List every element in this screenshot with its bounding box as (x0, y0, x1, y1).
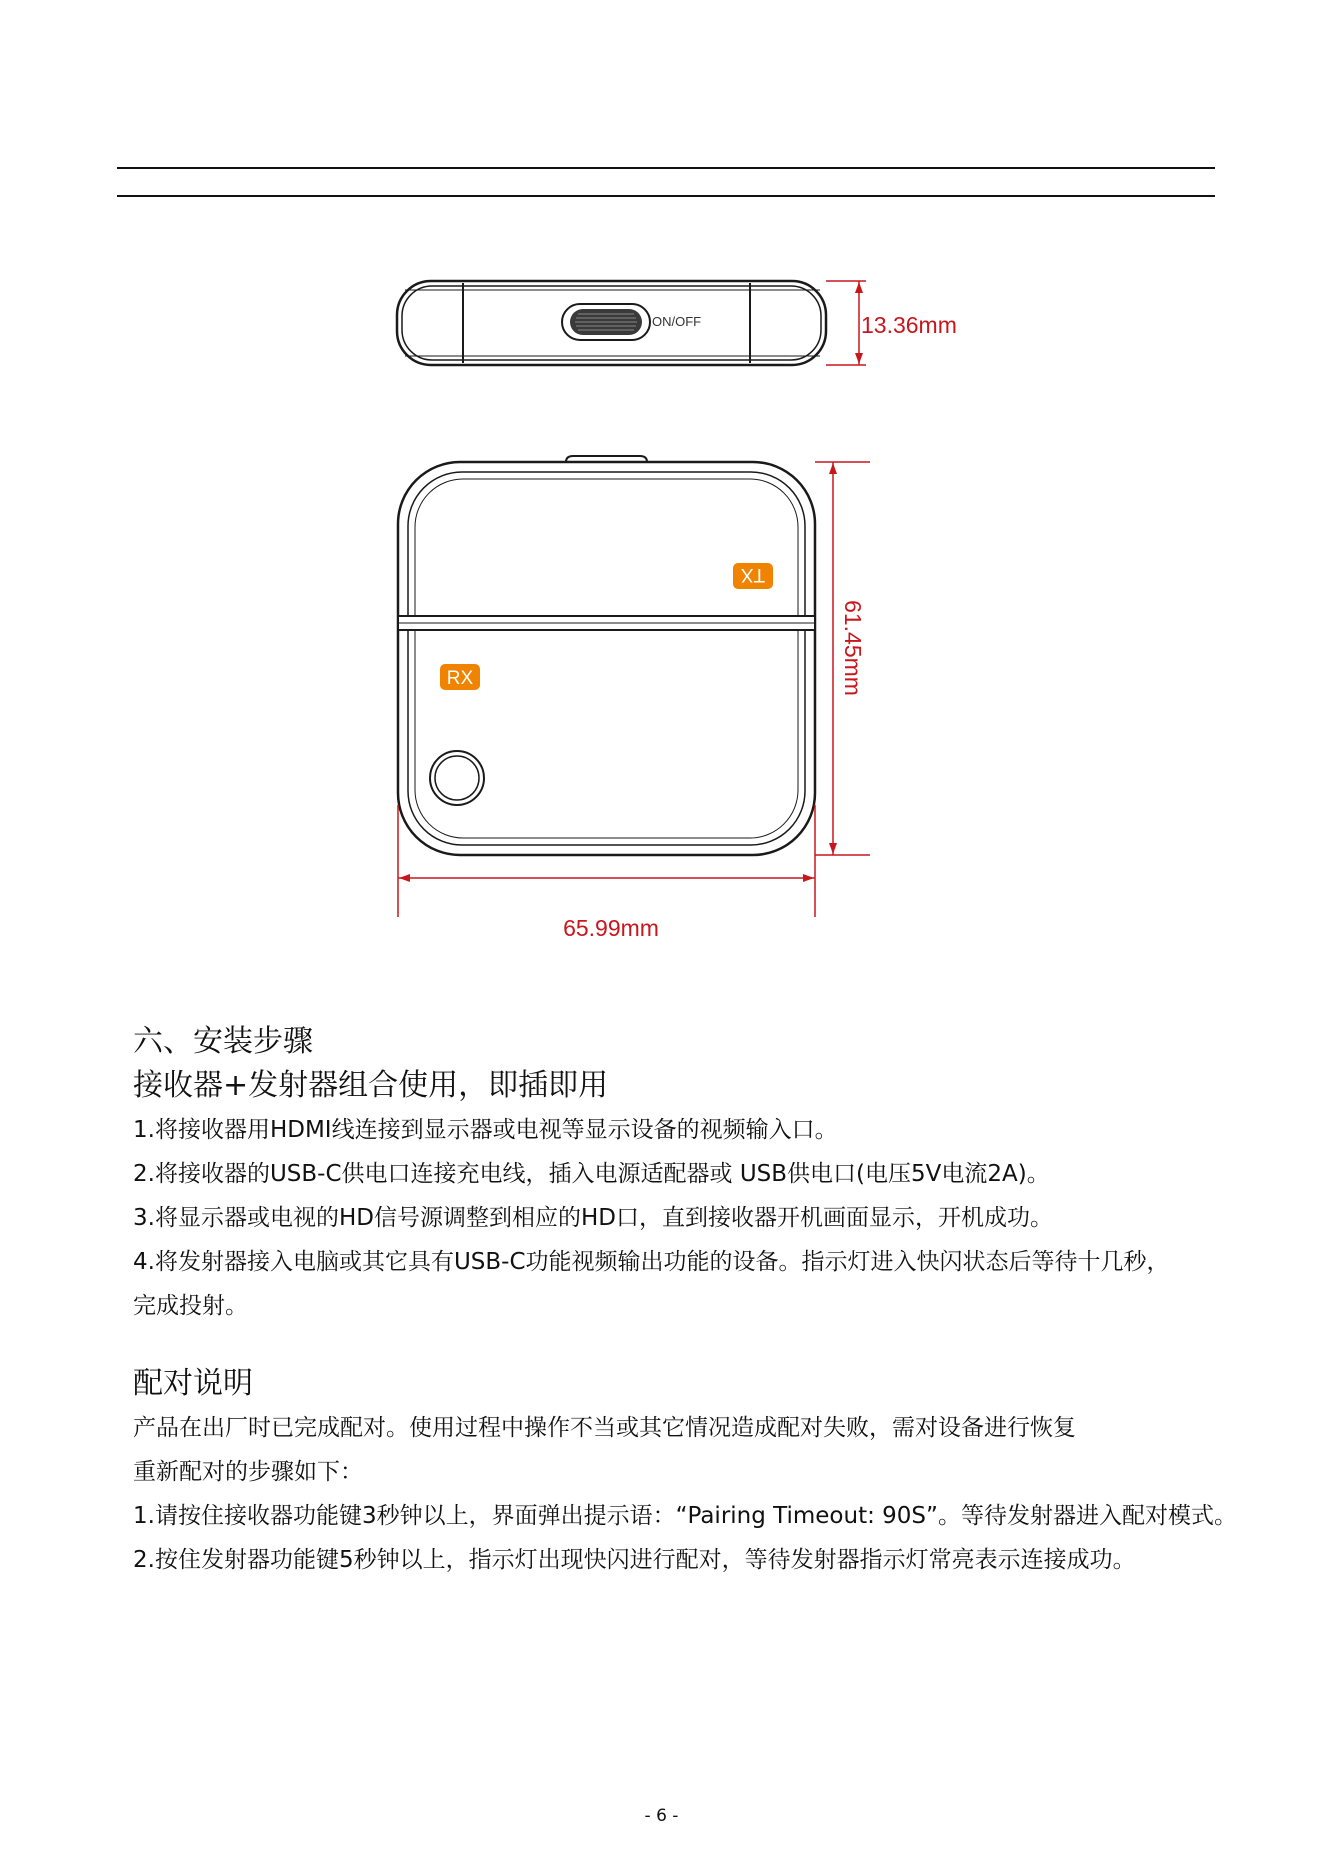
pairing-line: 2.按住发射器功能键5秒钟以上，指示灯出现快闪进行配对，等待发射器指示灯常亮表示连接成功。 (133, 1547, 1136, 1573)
step-item: 完成投射。 (133, 1293, 248, 1319)
rx-tag (440, 664, 480, 690)
pairing-line: 重新配对的步骤如下： (133, 1459, 363, 1485)
page-number: - 6 - (644, 1806, 679, 1826)
instructions-section (133, 1020, 1303, 1582)
step-item: 1.将接收器用HDMI线连接到显示器或电视等显示设备的视频输入口。 (133, 1117, 838, 1143)
section-title: 六、安装步骤 (133, 1024, 313, 1059)
height-dimension (826, 281, 866, 365)
height-dimension-label: 13.36mm (861, 312, 957, 338)
tx-label: TX (740, 564, 766, 585)
section-subtitle: 接收器+发射器组合使用，即插即用 (133, 1068, 609, 1103)
width-dimension-label: 65.99mm (563, 915, 659, 941)
width-dimension (398, 805, 815, 917)
function-button (430, 751, 484, 805)
rx-label: RX (446, 668, 474, 689)
step-item: 3.将显示器或电视的HD信号源调整到相应的HD口，直到接收器开机画面显示，开机成功。 (133, 1205, 1053, 1231)
power-switch (562, 304, 650, 340)
pairing-line: 1.请按住接收器功能键3秒钟以上，界面弹出提示语：“Pairing Timeout: 90S”。等待发射器进入配对模式。 (133, 1503, 1237, 1529)
step-item: 4.将发射器接入电脑或其它具有USB-C功能视频输出功能的设备。指示灯进入快闪状态后等待十几秒， (133, 1249, 1170, 1275)
pairing-line: 产品在出厂时已完成配对。使用过程中操作不当或其它情况造成配对失败，需对设备进行恢复 (133, 1415, 1076, 1441)
tx-tag (733, 563, 773, 589)
step-item: 2.将接收器的USB-C供电口连接充电线，插入电源适配器或 USB供电口(电压5V电流2A)。 (133, 1161, 1050, 1187)
pairing-title: 配对说明 (133, 1366, 253, 1401)
depth-dimension-label: 61.45mm (840, 600, 866, 696)
switch-label: ON/OFF (652, 314, 702, 329)
spacer (133, 1328, 1303, 1362)
